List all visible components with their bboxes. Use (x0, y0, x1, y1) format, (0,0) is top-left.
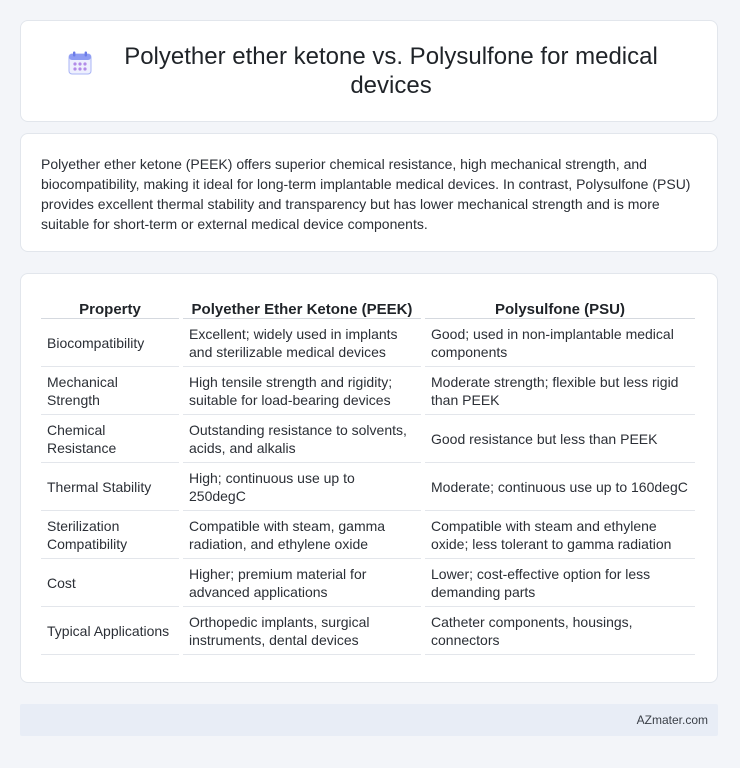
cell-psu: Moderate strength; flexible but less rigid than PEEK (425, 367, 695, 415)
table-row (41, 367, 695, 415)
cell-psu: Compatible with steam and ethylene oxide; less tolerant to gamma radiation (425, 511, 695, 559)
cell-psu: Lower; cost-effective option for less demanding parts (425, 559, 695, 607)
cell-peek: High tensile strength and rigidity; suitable for load-bearing devices (183, 367, 421, 415)
table-row (41, 511, 695, 559)
cell-peek: Outstanding resistance to solvents, acids, and alkalis (183, 415, 421, 463)
cell-property: Typical Applications (41, 607, 179, 655)
cell-property: Biocompatibility (41, 319, 179, 367)
header-peek: Polyether Ether Ketone (PEEK) (183, 292, 421, 319)
cell-psu: Good resistance but less than PEEK (425, 415, 695, 463)
comparison-table-card (20, 273, 718, 683)
cell-property: Sterilization Compatibility (41, 511, 179, 559)
cell-property: Mechanical Strength (41, 367, 179, 415)
page-title: Polyether ether ketone vs. Polysulfone for medical devices (124, 43, 658, 99)
cell-property: Thermal Stability (41, 463, 179, 511)
header-property: Property (41, 292, 179, 319)
title-wrap (59, 42, 679, 100)
title-card (20, 20, 718, 122)
summary-card (20, 133, 718, 252)
table-row (41, 607, 695, 655)
footer-brand: AZmater.com (636, 713, 708, 727)
calendar-icon (67, 50, 93, 76)
table-row (41, 415, 695, 463)
cell-psu: Moderate; continuous use up to 160degC (425, 463, 695, 511)
cell-psu: Good; used in non-implantable medical components (425, 319, 695, 367)
comparison-table (37, 292, 699, 655)
table-row (41, 463, 695, 511)
cell-peek: Excellent; widely used in implants and sterilizable medical devices (183, 319, 421, 367)
summary-paragraph: Polyether ether ketone (PEEK) offers superior chemical resistance, high mechanical strength, and biocompatibility, making it ideal for long-term implantable medical devices. In contrast, Polysulfone (PSU) provides excellent thermal stability and transparency but has lower mechanical strength and is more suitable for short-term or external medical device components. (41, 156, 691, 232)
cell-peek: High; continuous use up to 250degC (183, 463, 421, 511)
table-row (41, 559, 695, 607)
table-header-row (41, 292, 695, 319)
cell-peek: Orthopedic implants, surgical instruments, dental devices (183, 607, 421, 655)
cell-peek: Higher; premium material for advanced applications (183, 559, 421, 607)
cell-peek: Compatible with steam, gamma radiation, and ethylene oxide (183, 511, 421, 559)
cell-property: Chemical Resistance (41, 415, 179, 463)
cell-property: Cost (41, 559, 179, 607)
footer-bar (20, 704, 718, 736)
header-psu: Polysulfone (PSU) (425, 292, 695, 319)
table-row (41, 319, 695, 367)
cell-psu: Catheter components, housings, connectors (425, 607, 695, 655)
